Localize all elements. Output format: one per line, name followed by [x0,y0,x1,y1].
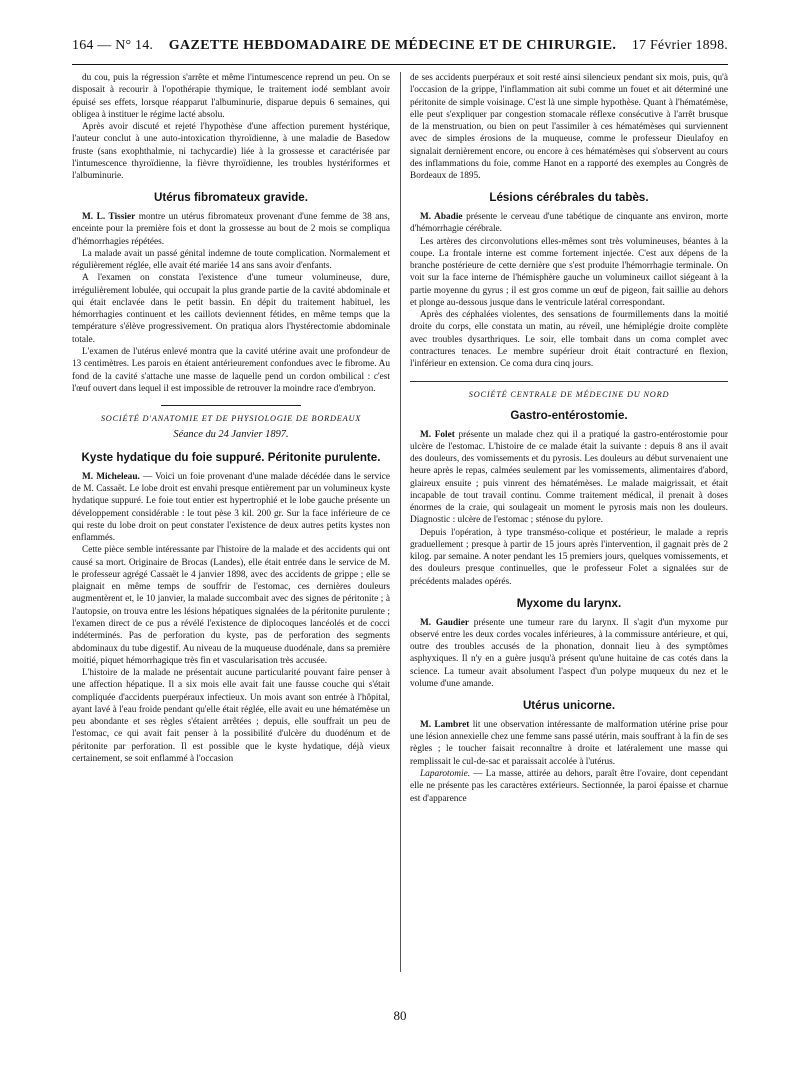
journal-title: GAZETTE HEBDOMADAIRE DE MÉDECINE ET DE CHIRURGIE. [168,38,617,53]
right-column [410,72,728,1002]
session-date: Séance du 24 Janvier 1897. [173,429,289,441]
paragraph: M. Gaudier présente une tumeur rare du larynx. Il s'agit d'un myxome pur observé entre les deux cordes vocales inférieures, à la commissure antérieure, et qui, outre des troubles accusés de la phonation, donnait lieu à des symptômes asphyxiques. Il n'y en a guère jusqu'à présent qu'une huitaine de cas cotés dans la science. La tumeur avait absolument l'aspect d'un polype muqueux du nez et le volume d'une amande. [410,617,728,689]
paragraph: de ses accidents puerpéraux et soit resté ainsi silencieux pendant six mois, puis, qu'à l'occasion de la grippe, l'inflammation ait subi comme un fouet et ait déterminé une péritonite de simple voisinage. C'est là une simple hypothèse. Quant à l'hématémèse, elle peut s'expliquer par congestion stomacale réflexe consécutive à l'arrêt brusque de la menstruation, ou bien on peut l'assimiler à ces hématémèses qui surviennent avec de simples érosions de la muqueuse, comme le professeur Dieulafoy en signalait dernièrement encore, ou encore à ces hématémèses qui s'observent au cours des inflammations du foie, comme Hanot en a rapporté des exemples au Congrès de Bordeaux de 1895. [410,73,728,182]
paragraph: Cette pièce semble intéressante par l'histoire de la malade et des accidents qui ont causé sa mort. Originaire de Brocas (Landes), elle était entrée dans le service de M. le professeur agrégé Cassaët le 4 janvier 1898, avec des accidents de grippe ; elle se plaignait en même temps de souffrir de l'estomac, ces dernières douleurs augmentèrent et, le 10 janvier, la malade succombait avec des signes de péritonite ; à l'autopsie, on trouva entre les lésions hépatiques signalées de la péritonite purulente ; l'examen direct de ce pus a révélé l'existence de diplocoques lancéolés et de cocci indéterminés. Pas de perforation du kyste, pas de perforation des segments abdominaux du tube digestif. Au niveau de la muqueuse duodénale, dans sa première moitié, piquet hémorrhagique très fin et vascularisation très accusée. [72,545,390,666]
section-heading-uterus-unicorne: Utérus unicorne. [522,699,616,713]
paragraph: M. L. Tissier montre un utérus fibromateux provenant d'une femme de 38 ans, enceinte pour la première fois et dont la grossesse au bout de 2 mois se compliqua d'hémorrhagies répétées. [72,212,390,247]
section-separator [410,381,728,382]
author-name: M. Abadie [420,212,463,223]
issue-number: 164 — N° 14. [72,38,154,53]
issue-date: 17 Février 1898. [631,38,728,53]
paragraph: Les artères des circonvolutions elles-mêmes sont très volumineuses, béantes à la coupe. La frontale interne est comme fortement injectée. C'est aux dépens de la branche postérieure de cette dernière que s'est produite l'hémorrhagie terminale. On voit sur la face interne de l'hémisphère gauche un volumineux caillot siégeant à la partie moyenne du gyrus ; il est gros comme un œuf de pigeon, fait saillie au dehors et plonge au-dessous jusque dans le ventricule latéral correspondant. [410,236,728,308]
section-heading-tabes: Lésions cérébrales du tabès. [489,191,649,205]
paragraph: M. Micheleau. — Voici un foie provenant d'une malade décédée dans le service de M. Cassaët. Le lobe droit est envahi presque entièrement par un volumineux kyste hydatique suppuré. Le foie tout entier est hypertrophié et le lobe gauche présente un développement considérable : le tout pèse 3 kil. 200 gr. Sur la face inférieure de ce qui reste du lobe droit on peut constater l'existence de deux autres petits kystes non enflammés. [72,471,390,544]
paragraph: Après avoir discuté et rejeté l'hypothèse d'une affection purement hystérique, l'auteur conclut à une auto-intoxication thyroïdienne, à une maladie de Basedow fruste (sans exophthalmie, ni tachycardie) liée à la grossesse et caractérisée par l'intumescence thyroïdienne, la fièvre thyroïdienne, les troubles hystériformes et l'albuminurie. [72,122,390,182]
society-title: SOCIÉTÉ D'ANATOMIE ET DE PHYSIOLOGIE DE BORDEAUX [100,414,362,424]
author-name: M. Lambret [420,719,470,730]
paragraph: Laparotomie. — La masse, attirée au dehors, paraît être l'ovaire, dont cependant elle ne présente pas les caractères extérieurs. Sectionnée, la paroi épaisse et charnue est d'apparence [410,769,728,804]
paragraph: A l'examen on constata l'existence d'une tumeur volumineuse, dure, irrégulièrement lobulée, qui occupait la plus grande partie de la cavité abdominale et qui était enclavée dans le petit bassin. En dépit du traitement habituel, les hémorrhagies continuent et les caillots deviennent fétides, en même temps que la température s'élève progressivement. On pratiqua alors l'hystérectomie abdominale totale. [72,273,390,345]
column-divider [400,72,401,972]
paragraph: du cou, puis la régression s'arrête et même l'intumescence reprend un peu. On se disposait à recourir à l'opothérapie thymique, le traitement iodé semblant avoir épuisé ses effets, lorsque réapparut l'albuminurie, disparue depuis 6 semaines, qui obligea à instituer le régime lacté absolu. [72,73,390,120]
society-title: SOCIÉTÉ CENTRALE DE MÉDECINE DU NORD [468,389,670,399]
paragraph: M. Lambret lit une observation intéressante de malformation utérine prise pour une lésion annexielle chez une femme sans passé utérin, mais souffrant à la fin de ses règles ; le toucher faisait reconnaître à droite et latéralement une masse qui remplissait le cul-de-sac et paraissait accolée à l'utérus. [410,719,728,767]
author-name: M. Folet [420,429,455,440]
section-separator [161,405,301,406]
paragraph: L'examen de l'utérus enlevé montra que la cavité utérine avait une profondeur de 13 centimètres. Les parois en étaient antérieurement confondues avec le fibrome. Au fond de la cavité s'attache une masse de laquelle pend un cordon ombilical : c'est l'œuf ouvert dans lequel il est impossible de retrouver la moindre race d'embryon. [72,346,390,394]
italic-label: Laparotomie. [420,769,471,779]
page-number: 80 [393,1008,407,1023]
running-header [72,38,728,62]
paragraph: L'histoire de la malade ne présentait aucune particularité pouvant faire penser à une affection hépatique. Il a six mois elle avait fait une fausse couche qui s'était compliquée d'accidents puerpéraux infectieux. Un mois avant son entrée à l'hôpital, ayant lavé à l'eau froide pendant qu'elle était réglée, elle avait eu une hématémèse un peu abondante et ses règles s'étaient arrêtées ; depuis, elle souffrait un peu de l'estomac, ce qui avait fait penser à la possibilité d'ulcère du duodénum et de péritonite par perforation. Il est possible que le kyste hydatique, déjà vieux certainement, se soit enflammé à l'occasion [72,668,390,764]
section-heading-uterus-fibromateux: Utérus fibromateux gravide. [154,191,308,205]
author-name: M. Micheleau. [82,471,140,482]
paragraph: M. Folet présente un malade chez qui il a pratiqué la gastro-entérostomie pour ulcère de l'estomac. L'histoire de ce malade était la suivante : depuis 8 ans il avait des douleurs, des vomissements et du pyrosis. Les douleurs au début survenaient une heure après le repas, calmées seulement par les vomissements, alimentaires d'abord, glaireux ensuite ; puis vinrent des hématémèses. Le malade maigrissait, et était incapable de tout travail continu. Comme traitement médical, il prenait à doses énormes de la craie, qui soulageait un moment le pyrosis mais non les douleurs. Diagnostic : ulcère de l'estomac ; sténose du pylore. [410,429,728,526]
author-name: M. Gaudier [420,617,469,628]
header-rule [72,64,728,65]
paragraph: La malade avait un passé génital indemne de toute complication. Normalement et régulièrement réglée, elle avait été mariée 14 ans sans avoir d'enfants. [72,248,390,272]
section-heading-kyste-hydatique: Kyste hydatique du foie suppuré. Péritonite purulente. [81,451,381,465]
paragraph: Après des céphalées violentes, des sensations de fourmillements dans la moitié droite du corps, elle constata un matin, au réveil, une hémiplégie droite complète avec troubles dysarthriques. Le soir, elle tombait dans un coma complet avec contractures tenaces. Le membre supérieur droit était contracturé en flexion, l'inférieur en extension. Ce coma dura cinq jours. [410,310,728,370]
author-name: M. L. Tissier [82,212,136,223]
left-column [72,72,390,1002]
section-heading-gastro-enterostomie: Gastro-entérostomie. [510,408,628,422]
section-heading-myxome: Myxome du larynx. [516,597,622,610]
paragraph: Depuis l'opération, à type transméso-colique et postérieur, le malade a repris graduellement ; presque à partir de 15 jours après l'intervention, il gagnait près de 2 kilog. par semaine. A noter pendant les 15 premiers jours, quelques vomissements, et des douleurs presque continuelles, que le professeur Folet a signalées sur de précédents malades opérés. [410,527,728,587]
paragraph: M. Abadie présente le cerveau d'une tabétique de cinquante ans environ, morte d'hémorrhagie cérébrale. [410,212,728,235]
